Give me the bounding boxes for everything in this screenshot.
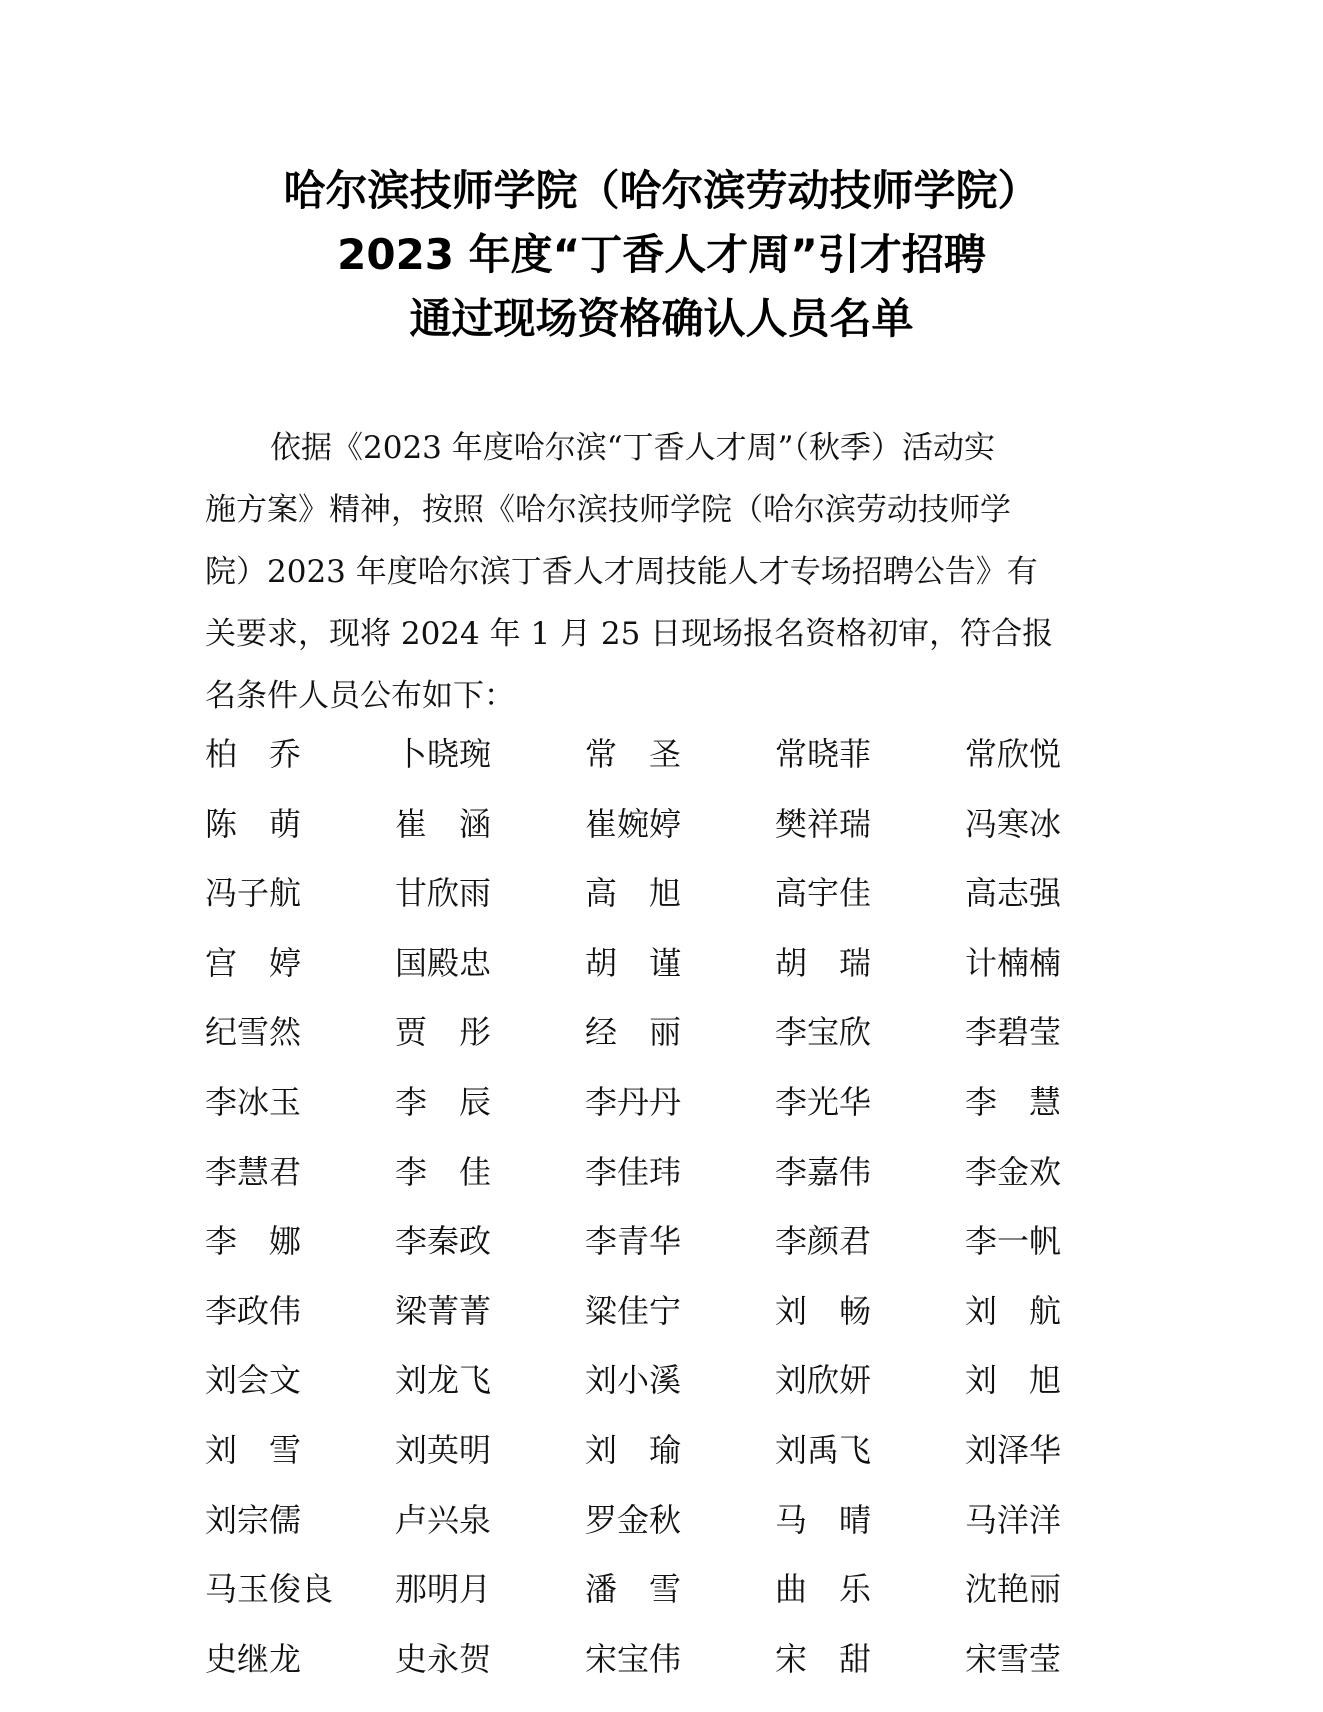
intro-paragraph-line: 名条件人员公布如下： — [205, 678, 515, 714]
title-line-3: 通过现场资格确认人员名单 — [409, 294, 914, 343]
name-row — [205, 1570, 1165, 1643]
person-name: 甘欣雨 — [395, 874, 492, 913]
person-name: 刘龙飞 — [395, 1361, 492, 1400]
intro-paragraph-line: 院）2023 年度哈尔滨丁香人才周技能人才专场招聘公告》有 — [205, 554, 1038, 590]
person-name: 高宇佳 — [775, 874, 872, 913]
person-name: 刘会文 — [205, 1361, 302, 1400]
person-name: 李光华 — [775, 1082, 872, 1121]
person-name: 梁菁菁 — [395, 1291, 492, 1330]
name-row — [205, 1222, 1165, 1295]
person-name: 李慧君 — [205, 1152, 302, 1191]
person-name: 李 辰 — [395, 1082, 492, 1121]
name-row — [205, 943, 1165, 1017]
person-name: 陈 萌 — [205, 804, 302, 843]
person-name: 李青华 — [585, 1222, 682, 1261]
person-name: 李冰玉 — [205, 1082, 302, 1121]
intro-paragraph-line: 施方案》精神，按照《哈尔滨技师学院（哈尔滨劳动技师学 — [205, 492, 1011, 528]
person-name: 李一帆 — [965, 1222, 1062, 1261]
person-name: 李秦政 — [395, 1222, 492, 1261]
person-name: 刘 航 — [965, 1291, 1062, 1330]
name-row — [205, 804, 1165, 878]
person-name: 国殿忠 — [395, 943, 492, 982]
person-name: 柏 乔 — [205, 735, 302, 773]
name-row — [205, 1013, 1165, 1086]
person-name: 马洋洋 — [965, 1500, 1062, 1539]
person-name: 李 慧 — [965, 1082, 1062, 1121]
name-row — [205, 1291, 1165, 1365]
person-name: 高 旭 — [585, 874, 682, 913]
title-line-1: 哈尔滨技师学院（哈尔滨劳动技师学院） — [283, 166, 1040, 215]
person-name: 刘泽华 — [965, 1430, 1062, 1469]
person-name: 常晓菲 — [775, 735, 872, 773]
person-name: 李 娜 — [205, 1222, 302, 1261]
name-list — [205, 735, 1165, 1712]
name-row — [205, 1639, 1165, 1712]
person-name: 高志强 — [965, 874, 1062, 913]
person-name: 冯子航 — [205, 874, 302, 913]
person-name: 计楠楠 — [965, 943, 1062, 982]
name-row — [205, 1152, 1165, 1226]
person-name: 李碧莹 — [965, 1013, 1062, 1052]
person-name: 李政伟 — [205, 1291, 302, 1330]
name-row — [205, 1430, 1165, 1504]
title-line-2: 2023 年度“丁香人才周”引才招聘 — [337, 230, 986, 279]
person-name: 那明月 — [395, 1570, 492, 1609]
person-name: 刘 雪 — [205, 1430, 302, 1469]
person-name: 刘 旭 — [965, 1361, 1062, 1400]
name-row — [205, 1361, 1165, 1434]
person-name: 冯寒冰 — [965, 804, 1062, 843]
person-name: 纪雪然 — [205, 1013, 302, 1052]
person-name: 常 圣 — [585, 735, 682, 773]
person-name: 卢兴泉 — [395, 1500, 492, 1539]
person-name: 宋宝伟 — [585, 1639, 682, 1678]
person-name: 曲 乐 — [775, 1570, 872, 1609]
person-name: 马 晴 — [775, 1500, 872, 1539]
person-name: 李丹丹 — [585, 1082, 682, 1121]
person-name: 李金欢 — [965, 1152, 1062, 1191]
person-name: 崔 涵 — [395, 804, 492, 843]
person-name: 宫 婷 — [205, 943, 302, 982]
name-row — [205, 874, 1165, 947]
person-name: 胡 谨 — [585, 943, 682, 982]
person-name: 刘小溪 — [585, 1361, 682, 1400]
person-name: 李 佳 — [395, 1152, 492, 1191]
person-name: 胡 瑞 — [775, 943, 872, 982]
person-name: 常欣悦 — [965, 735, 1062, 773]
person-name: 史继龙 — [205, 1639, 302, 1678]
person-name: 宋 甜 — [775, 1639, 872, 1678]
intro-paragraph-line: 依据《2023 年度哈尔滨“丁香人才周”（秋季）活动实 — [270, 430, 995, 466]
person-name: 粱佳宁 — [585, 1291, 682, 1330]
person-name: 樊祥瑞 — [775, 804, 872, 843]
person-name: 崔婉婷 — [585, 804, 682, 843]
person-name: 李宝欣 — [775, 1013, 872, 1052]
person-name: 沈艳丽 — [965, 1570, 1062, 1609]
person-name: 罗金秋 — [585, 1500, 682, 1539]
person-name: 李嘉伟 — [775, 1152, 872, 1191]
name-row — [205, 1082, 1165, 1156]
person-name: 刘欣妍 — [775, 1361, 872, 1400]
person-name: 刘 瑜 — [585, 1430, 682, 1469]
person-name: 卜晓琬 — [395, 735, 492, 773]
name-row — [205, 1500, 1165, 1574]
person-name: 宋雪莹 — [965, 1639, 1062, 1678]
person-name: 潘 雪 — [585, 1570, 682, 1609]
person-name: 经 丽 — [585, 1013, 682, 1052]
person-name: 李颜君 — [775, 1222, 872, 1261]
person-name: 刘禹飞 — [775, 1430, 872, 1469]
person-name: 刘 畅 — [775, 1291, 872, 1330]
person-name: 李佳玮 — [585, 1152, 682, 1191]
name-row — [205, 735, 1165, 808]
person-name: 史永贺 — [395, 1639, 492, 1678]
person-name: 贾 彤 — [395, 1013, 492, 1052]
intro-paragraph-line: 关要求，现将 2024 年 1 月 25 日现场报名资格初审，符合报 — [205, 616, 1054, 652]
person-name: 刘英明 — [395, 1430, 492, 1469]
person-name: 刘宗儒 — [205, 1500, 302, 1539]
person-name: 马玉俊良 — [205, 1570, 334, 1609]
